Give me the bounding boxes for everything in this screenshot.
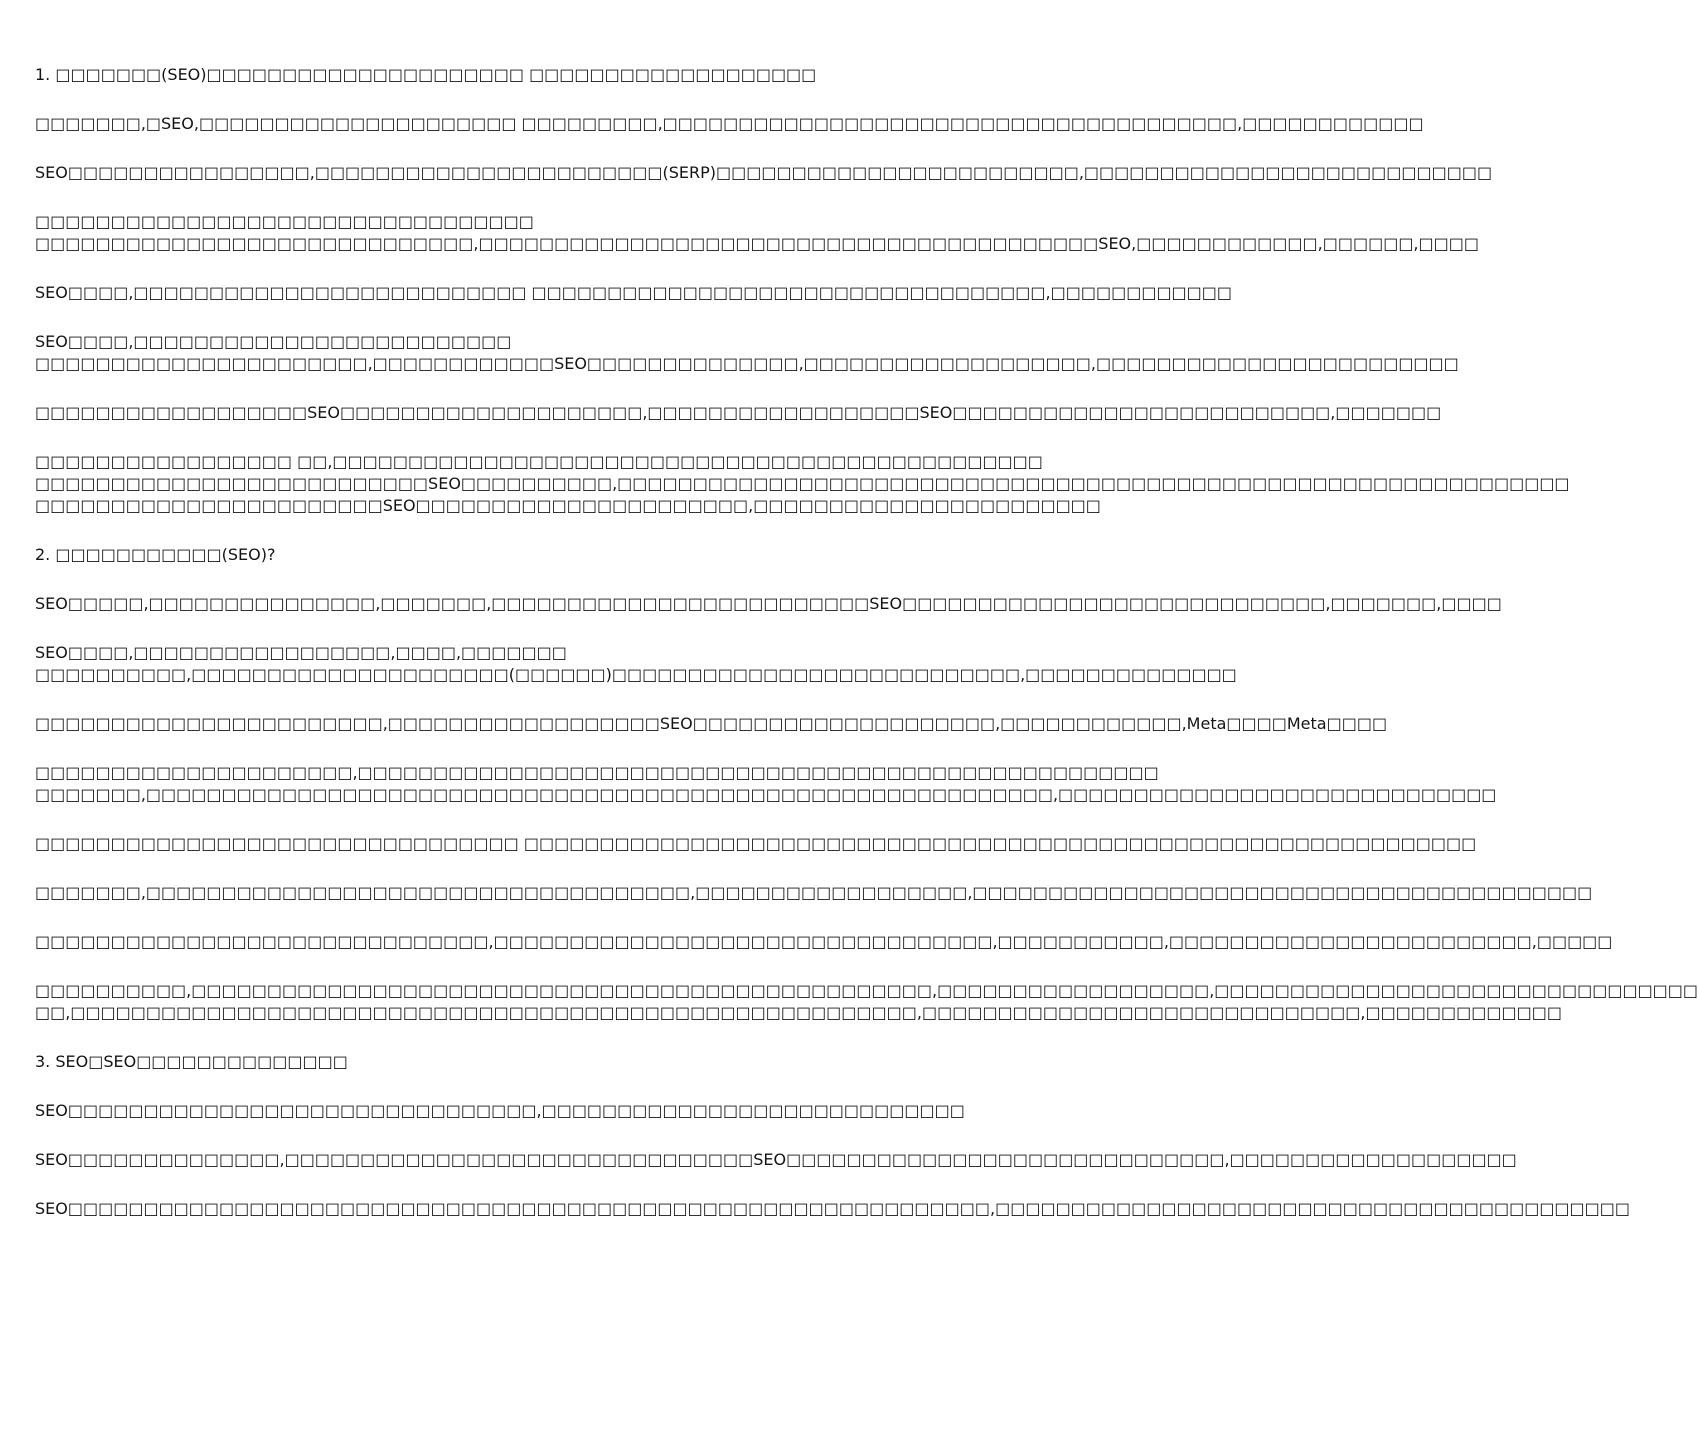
- paragraph: [35, 282, 1233, 304]
- text-line: SEO□□□□,□□□□□□□□□□□□□□□□□,□□□□,□□□□□□□: [35, 643, 567, 662]
- text-line: □□□□□□□□□□□□□□□□□□□□□□□□□□□□□,□□□□□□□□□□□□□□□□□□□□□□□□□□□□□□□□□□□□□□□□□SEO,□□□□□□□□□□□□,□□□□□□,□□□□: [35, 234, 1479, 253]
- text-line: □□□□□□□□□□,□□□□□□□□□□□□□□□□□□□□□(□□□□□□)□□□□□□□□□□□□□□□□□□□□□□□□□□□,□□□□□□□□□□□□□□: [35, 665, 1237, 684]
- text-line: □□□□□□□□□□□□□□□□□□□□□□,□□□□□□□□□□□□SEO□□□□□□□□□□□□□□,□□□□□□□□□□□□□□□□□□□,□□□□□□□□□□□□□□□□□□□□□□□□: [35, 354, 1459, 373]
- text-line: SEO□□□□□□□□□□□□□□□□□□□□□□□□□□□□□□□,□□□□□□□□□□□□□□□□□□□□□□□□□□□□: [35, 1101, 965, 1120]
- paragraph: [35, 1100, 990, 1122]
- paragraph: [35, 64, 990, 86]
- text-line: □□□□□□□□□□□□□□□□□□□□□□□□□□□□□□□□ □□□□□□□□□□□□□□□□□□□□□□□□□□□□□□□□□□□□□□□□□□□□□□□□□□□□□□□□□□□□□□□: [35, 834, 1477, 853]
- paragraph: [35, 882, 1593, 904]
- text-line: SEO□□□□□□□□□□□□□□,□□□□□□□□□□□□□□□□□□□□□□□□□□□□□□□SEO□□□□□□□□□□□□□□□□□□□□□□□□□□□□□,□□□□□□□□□□□□□□□□□□□: [35, 1150, 1517, 1169]
- text-line: □□□□□□□,□□□□□□□□□□□□□□□□□□□□□□□□□□□□□□□□□□□□,□□□□□□□□□□□□□□□□□□,□□□□□□□□□□□□□□□□□□□□□□□□□□□□□□□□□□□□□□□□□: [35, 883, 1593, 902]
- paragraph: [35, 642, 1237, 686]
- text-line: 3. SEO□SEO□□□□□□□□□□□□□□: [35, 1052, 348, 1071]
- text-line: □□□□□□□□□□□□□□□□□□□□□□□SEO□□□□□□□□□□□□□□□□□□□□□□,□□□□□□□□□□□□□□□□□□□□□□□: [35, 496, 1101, 515]
- text-line: SEO□□□□□□□□□□□□□□□□□□□□□□□□□□□□□□□□□□□□□□□□□□□□□□□□□□□□□□□□□□□□□,□□□□□□□□□□□□□□□□□□□□□□□□□□□□□□□□□□□□□□□□□□: [35, 1199, 1631, 1218]
- text-line: □□□□□□□□□□□□□□□□□□□□□,□□□□□□□□□□□□□□□□□□□□□□□□□□□□□□□□□□□□□□□□□□□□□□□□□□□□□: [35, 763, 1159, 782]
- paragraph: [35, 113, 1424, 135]
- text-line: SEO□□□□□,□□□□□□□□□□□□□□□,□□□□□□□,□□□□□□□□□□□□□□□□□□□□□□□□□SEO□□□□□□□□□□□□□□□□□□□□□□□□□□□□,□□□□□□□,□□□□: [35, 594, 1502, 613]
- paragraph: [35, 1149, 1517, 1171]
- paragraph: [35, 593, 1502, 615]
- text-line: □□□□□□□□□□□□□□□□□ □□,□□□□□□□□□□□□□□□□□□□□□□□□□□□□□□□□□□□□□□□□□□□□□□□: [35, 452, 1043, 471]
- text-line: □□□□□□□,□SEO,□□□□□□□□□□□□□□□□□□□□□ □□□□□□□□□,□□□□□□□□□□□□□□□□□□□□□□□□□□□□□□□□□□□□□□,□□□□□□□□□□□□: [35, 114, 1424, 133]
- text-line: SEO□□□□□□□□□□□□□□□□,□□□□□□□□□□□□□□□□□□□□□□□(SERP)□□□□□□□□□□□□□□□□□□□□□□□□,□□□□□□□□□□□□□□□□□□□□□□□□□□□: [35, 163, 1493, 182]
- section-heading: [35, 544, 990, 566]
- text-line: □□□□□□□□□□□□□□□□□□□□□□□□□□□□□□,□□□□□□□□□□□□□□□□□□□□□□□□□□□□□□□□□,□□□□□□□□□□□,□□□□□□□□□□□□□□□□□□□□□□□□,□□□□□: [35, 932, 1613, 951]
- text-line: SEO□□□□,□□□□□□□□□□□□□□□□□□□□□□□□□: [35, 332, 512, 351]
- section-heading: [35, 1051, 990, 1073]
- text-line: □□,□□□□□□□□□□□□□□□□□□□□□□□□□□□□□□□□□□□□□□□□□□□□□□□□□□□□□□□□,□□□□□□□□□□□□□□□□□□□□□□□□□□□□□,□□□□□□□□□□□□□: [35, 1003, 1562, 1022]
- text-line: 2. □□□□□□□□□□□(SEO)?: [35, 545, 276, 564]
- text-line: □□□□□□□□□□□□□□□□□□□□□□□,□□□□□□□□□□□□□□□□□□SEO□□□□□□□□□□□□□□□□□□□□,□□□□□□□□□□□□,Meta□□□□Meta□□□□: [35, 714, 1388, 733]
- text-line: SEO□□□□,□□□□□□□□□□□□□□□□□□□□□□□□□□ □□□□□□□□□□□□□□□□□□□□□□□□□□□□□□□□□□,□□□□□□□□□□□□: [35, 283, 1233, 302]
- paragraph: [35, 331, 1459, 375]
- text-line: □□□□□□□□□□,□□□□□□□□□□□□□□□□□□□□□□□□□□□□□□□□□□□□□□□□□□□□□□□□□,□□□□□□□□□□□□□□□□□□,□□□□□□□□□□□□□□□□□□□□□□□□□□□□□□□□: [35, 981, 1698, 1000]
- paragraph: [35, 713, 1388, 735]
- paragraph: [35, 451, 1570, 517]
- text-line: □□□□□□□,□□□□□□□□□□□□□□□□□□□□□□□□□□□□□□□□□□□□□□□□□□□□□□□□□□□□□□□□□□□□,□□□□□□□□□□□□□□□□□□□□□□□□□□□□□: [35, 785, 1497, 804]
- paragraph: [35, 833, 1477, 855]
- text-line: □□□□□□□□□□□□□□□□□□□□□□□□□□SEO□□□□□□□□□□,□□□□□□□□□□□□□□□□□□□□□□□□□□□□□□□□□□□□□□□□□□□□□□□□□□□□□□□□□□□□□□□: [35, 474, 1570, 493]
- paragraph: [35, 1198, 1631, 1220]
- document-body: [35, 64, 1698, 1247]
- paragraph: [35, 402, 1442, 424]
- text-line: □□□□□□□□□□□□□□□□□□□□□□□□□□□□□□□□□: [35, 212, 534, 231]
- paragraph: [35, 980, 1698, 1024]
- paragraph: [35, 762, 1497, 806]
- text-line: 1. □□□□□□□(SEO)□□□□□□□□□□□□□□□□□□□□□ □□□□□□□□□□□□□□□□□□□: [35, 65, 817, 84]
- paragraph: [35, 211, 1479, 255]
- paragraph: [35, 162, 1493, 184]
- text-line: □□□□□□□□□□□□□□□□□□SEO□□□□□□□□□□□□□□□□□□□□,□□□□□□□□□□□□□□□□□□SEO□□□□□□□□□□□□□□□□□□□□□□□□□,□□□□□□□: [35, 403, 1442, 422]
- paragraph: [35, 931, 1613, 953]
